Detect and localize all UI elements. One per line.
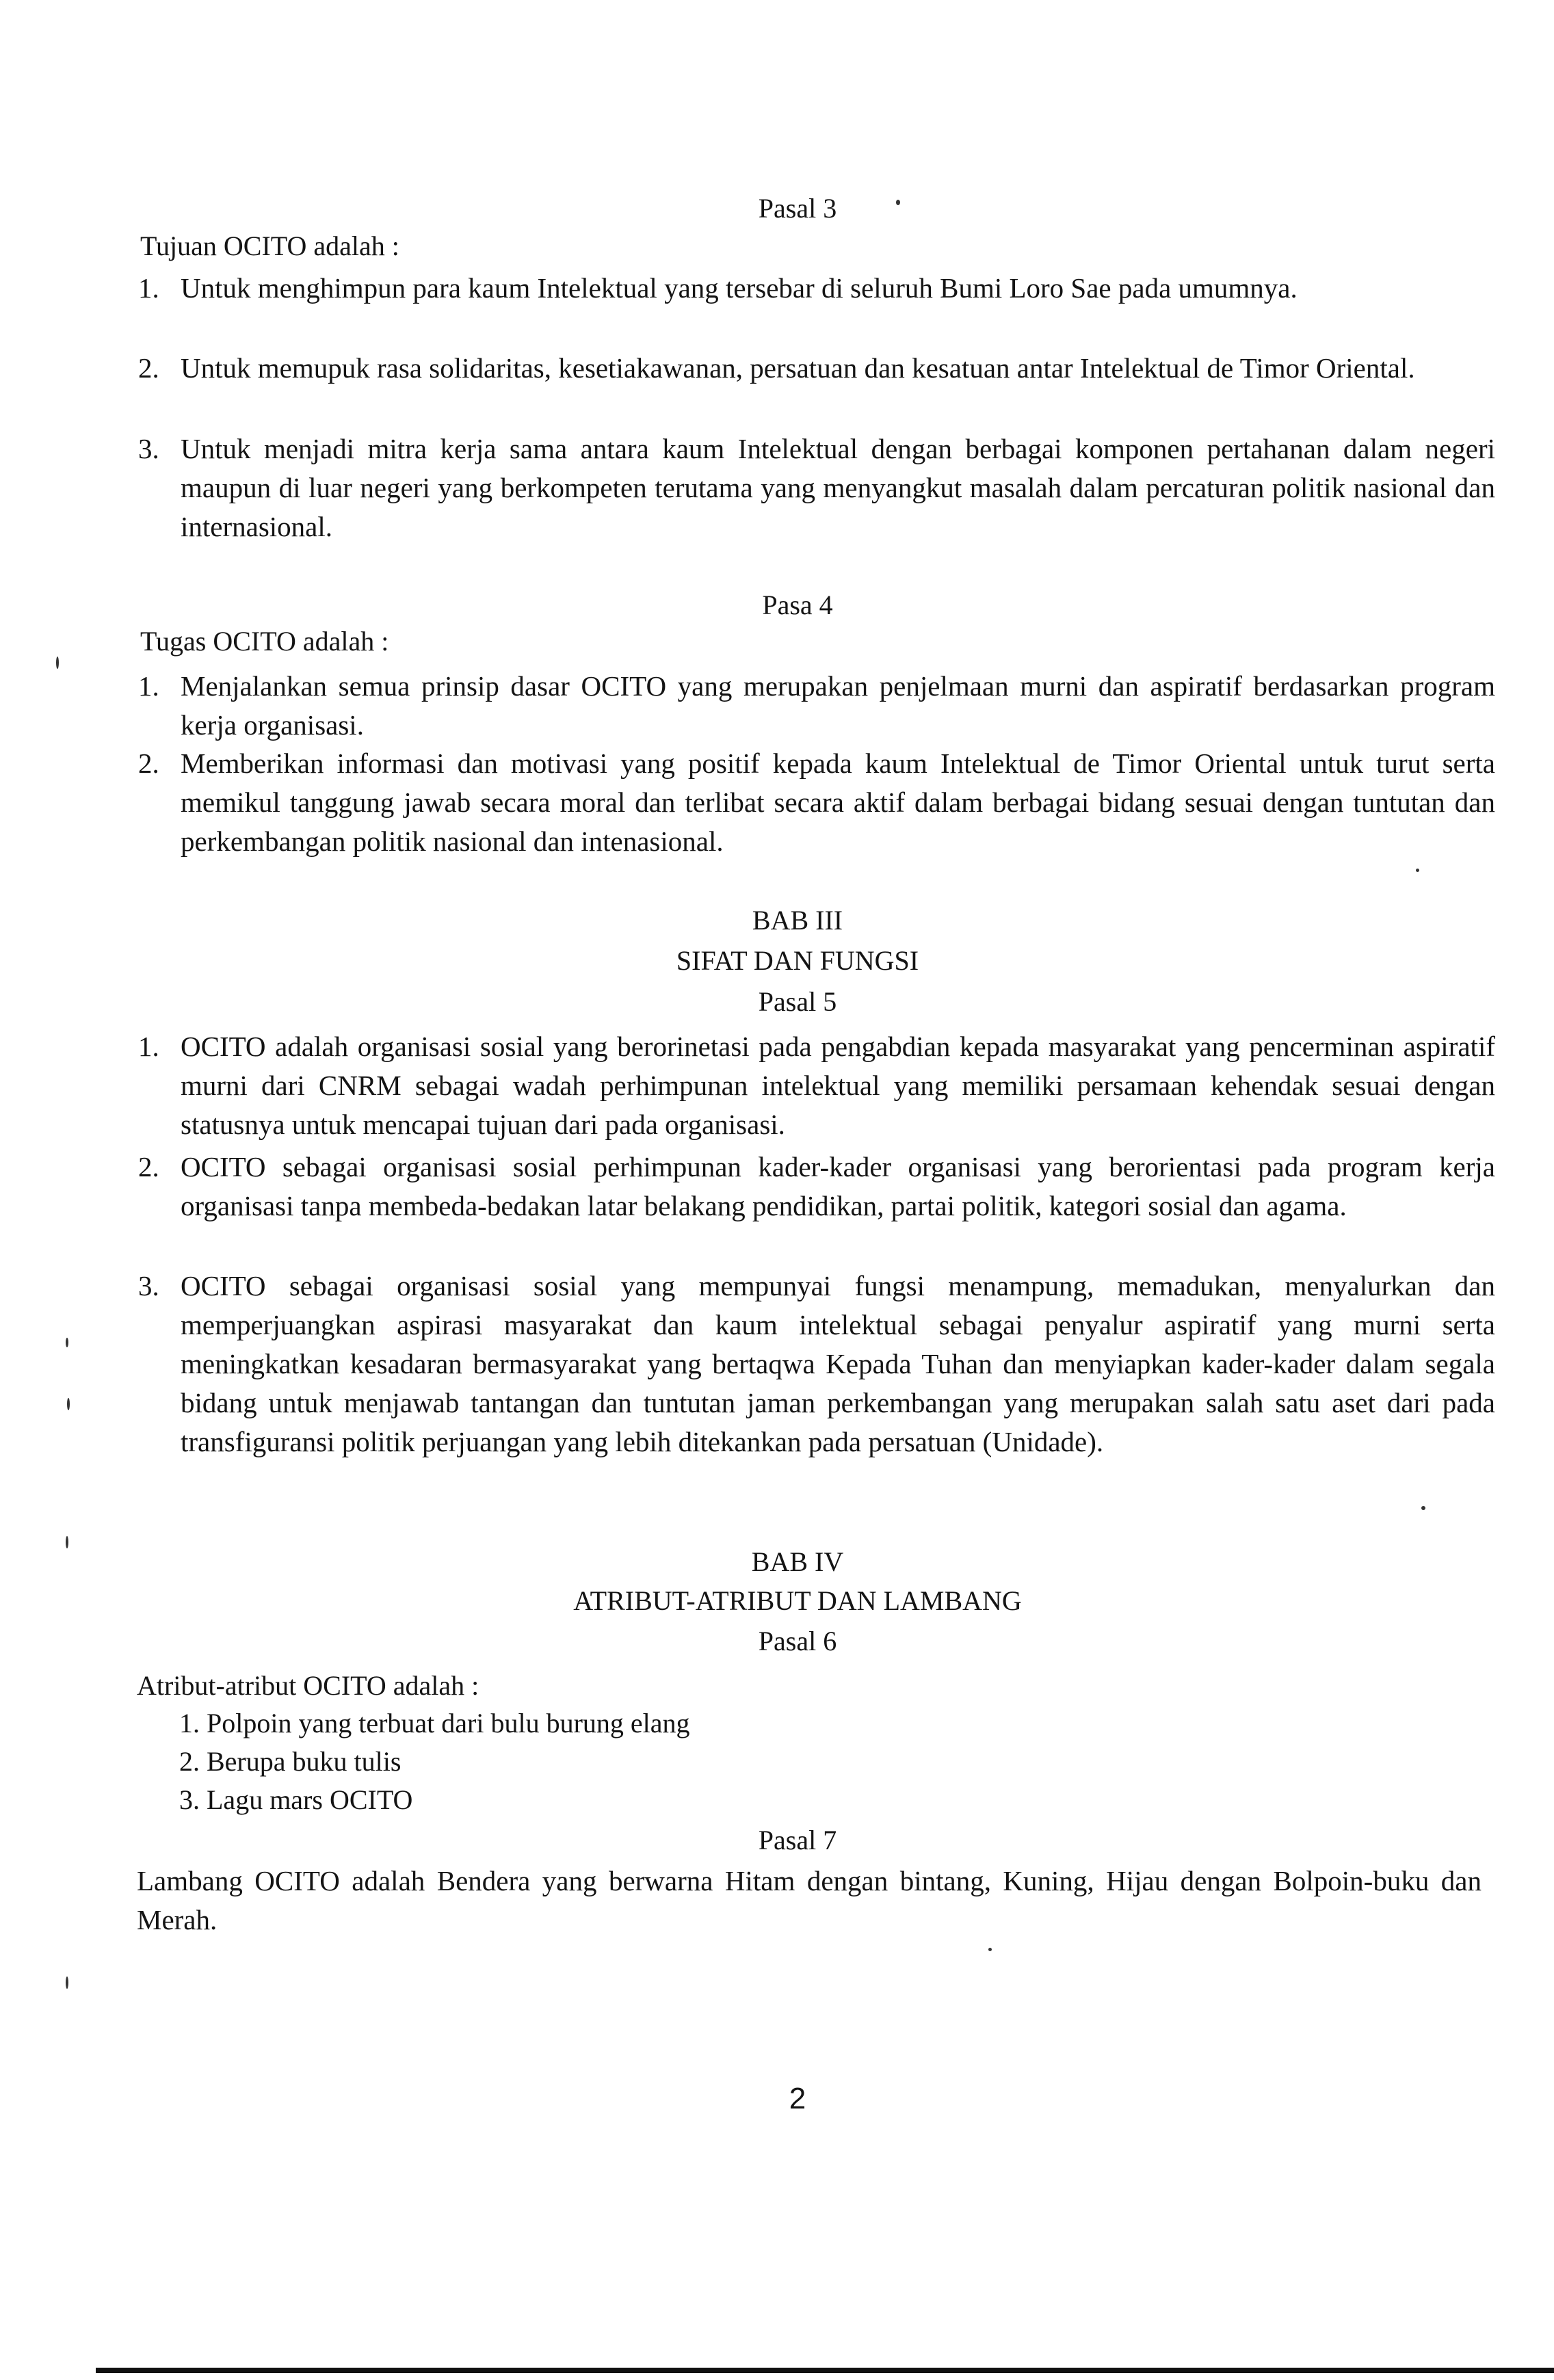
item-text: Untuk memupuk rasa solidaritas, kesetiakawanan, persatuan dan kesatuan antar Intelektual de Timor Oriental. [181, 352, 1415, 384]
pasal-7-heading: Pasal 7 [758, 1825, 837, 1855]
pasal-6-intro: Atribut-atribut OCITO adalah : [137, 1670, 479, 1701]
scan-bottom-edge [96, 2368, 1554, 2373]
item-text: Menjalankan semua prinsip dasar OCITO yang merupakan penjelmaan murni dan aspiratif berdasarkan program kerja organisasi. [181, 670, 1495, 741]
item-number: 3. [138, 433, 159, 464]
scan-speck [66, 1536, 68, 1548]
pasal-3-heading: Pasal 3 [758, 193, 837, 224]
item-number: 2. [138, 748, 159, 779]
pasal-3-item-3 [138, 429, 1495, 546]
pasal-3-intro: Tujuan OCITO adalah : [140, 230, 399, 261]
pasal-3-item-2 [138, 349, 1495, 388]
item-text: Untuk menghimpun para kaum Intelektual yang tersebar di seluruh Bumi Loro Sae pada umumnya. [181, 272, 1298, 304]
item-number: 2. [138, 352, 159, 384]
scan-speck [66, 1338, 68, 1347]
pasal-4-item-2 [138, 744, 1495, 861]
pasal-6-heading: Pasal 6 [758, 1626, 837, 1656]
scan-speck [66, 1976, 68, 1989]
pasal-5-heading: Pasal 5 [758, 986, 837, 1017]
pasal-4-item-1 [138, 667, 1495, 745]
item-text: Untuk menjadi mitra kerja sama antara kaum Intelektual dengan berbagai komponen pertahanan dalam negeri maupun di luar negeri yang berkompeten terutama yang menyangkut masalah dalam percaturan politik nasional dan internasional. [181, 433, 1495, 542]
pasal-4-intro: Tugas OCITO adalah : [140, 626, 389, 657]
item-number: 1. [138, 272, 159, 304]
item-number: 2. [138, 1151, 159, 1182]
atribut-item-2: 2. Berupa buku tulis [179, 1746, 401, 1777]
bab-4-heading: BAB IV [751, 1546, 844, 1577]
item-text: OCITO sebagai organisasi sosial yang mempunyai fungsi menampung, memadukan, menyalurkan dan memperjuangkan aspirasi masyarakat dan kaum intelektual sebagai penyalur aspiratif yang murni serta meningkatkan kesadaran bermasyarakat yang bertaqwa Kepada Tuhan dan menyiapkan kader-kader dalam segala bidang untuk menjawab tantangan dan tuntutan jaman perkembangan yang merupakan salah satu aset dari pada transfiguransi politik perjuangan yang lebih ditekankan pada persatuan (Unidade). [181, 1270, 1495, 1457]
pasal-5-item-3 [138, 1267, 1495, 1462]
item-number: 3. [138, 1270, 159, 1301]
scan-speck [896, 200, 900, 205]
scan-speck [988, 1948, 992, 1951]
bab-3-heading: BAB III [752, 905, 843, 936]
item-text: Memberikan informasi dan motivasi yang positif kepada kaum Intelektual de Timor Oriental untuk turut serta memikul tanggung jawab secara moral dan terlibat secara aktif dalam berbagai bidang sesuai dengan tuntutan dan perkembangan politik nasional dan intenasional. [181, 748, 1495, 857]
pasal-7-text: Lambang OCITO adalah Bendera yang berwarna Hitam dengan bintang, Kuning, Hijau dengan Bolpoin-buku dan Merah. [137, 1865, 1481, 1935]
bab-4-title: ATRIBUT-ATRIBUT DAN LAMBANG [573, 1585, 1022, 1616]
scan-speck [1421, 1506, 1425, 1510]
pasal-4-heading: Pasa 4 [762, 590, 833, 620]
item-text: OCITO sebagai organisasi sosial perhimpunan kader-kader organisasi yang berorientasi pada program kerja organisasi tanpa membeda-bedakan latar belakang pendidikan, partai politik, kategori sosial dan agama. [181, 1151, 1495, 1221]
pasal-5-item-2 [138, 1148, 1495, 1226]
item-number: 1. [138, 1031, 159, 1062]
atribut-item-1: 1. Polpoin yang terbuat dari bulu burung elang [179, 1708, 690, 1738]
page-number: 2 [789, 2082, 806, 2115]
scan-speck [1416, 869, 1419, 872]
pasal-3-item-1 [138, 269, 1495, 308]
bab-3-title: SIFAT DAN FUNGSI [676, 945, 919, 976]
scan-speck [56, 657, 59, 669]
scan-speck [67, 1398, 70, 1410]
item-number: 1. [138, 670, 159, 702]
atribut-item-3: 3. Lagu mars OCITO [179, 1784, 413, 1815]
pasal-5-item-1 [138, 1027, 1495, 1144]
item-text: OCITO adalah organisasi sosial yang berorinetasi pada pengabdian kepada masyarakat yang pencerminan aspiratif murni dari CNRM sebagai wadah perhimpunan intelektual yang memiliki persamaan kehendak sesuai dengan statusnya untuk mencapai tujuan dari pada organisasi. [181, 1031, 1495, 1140]
